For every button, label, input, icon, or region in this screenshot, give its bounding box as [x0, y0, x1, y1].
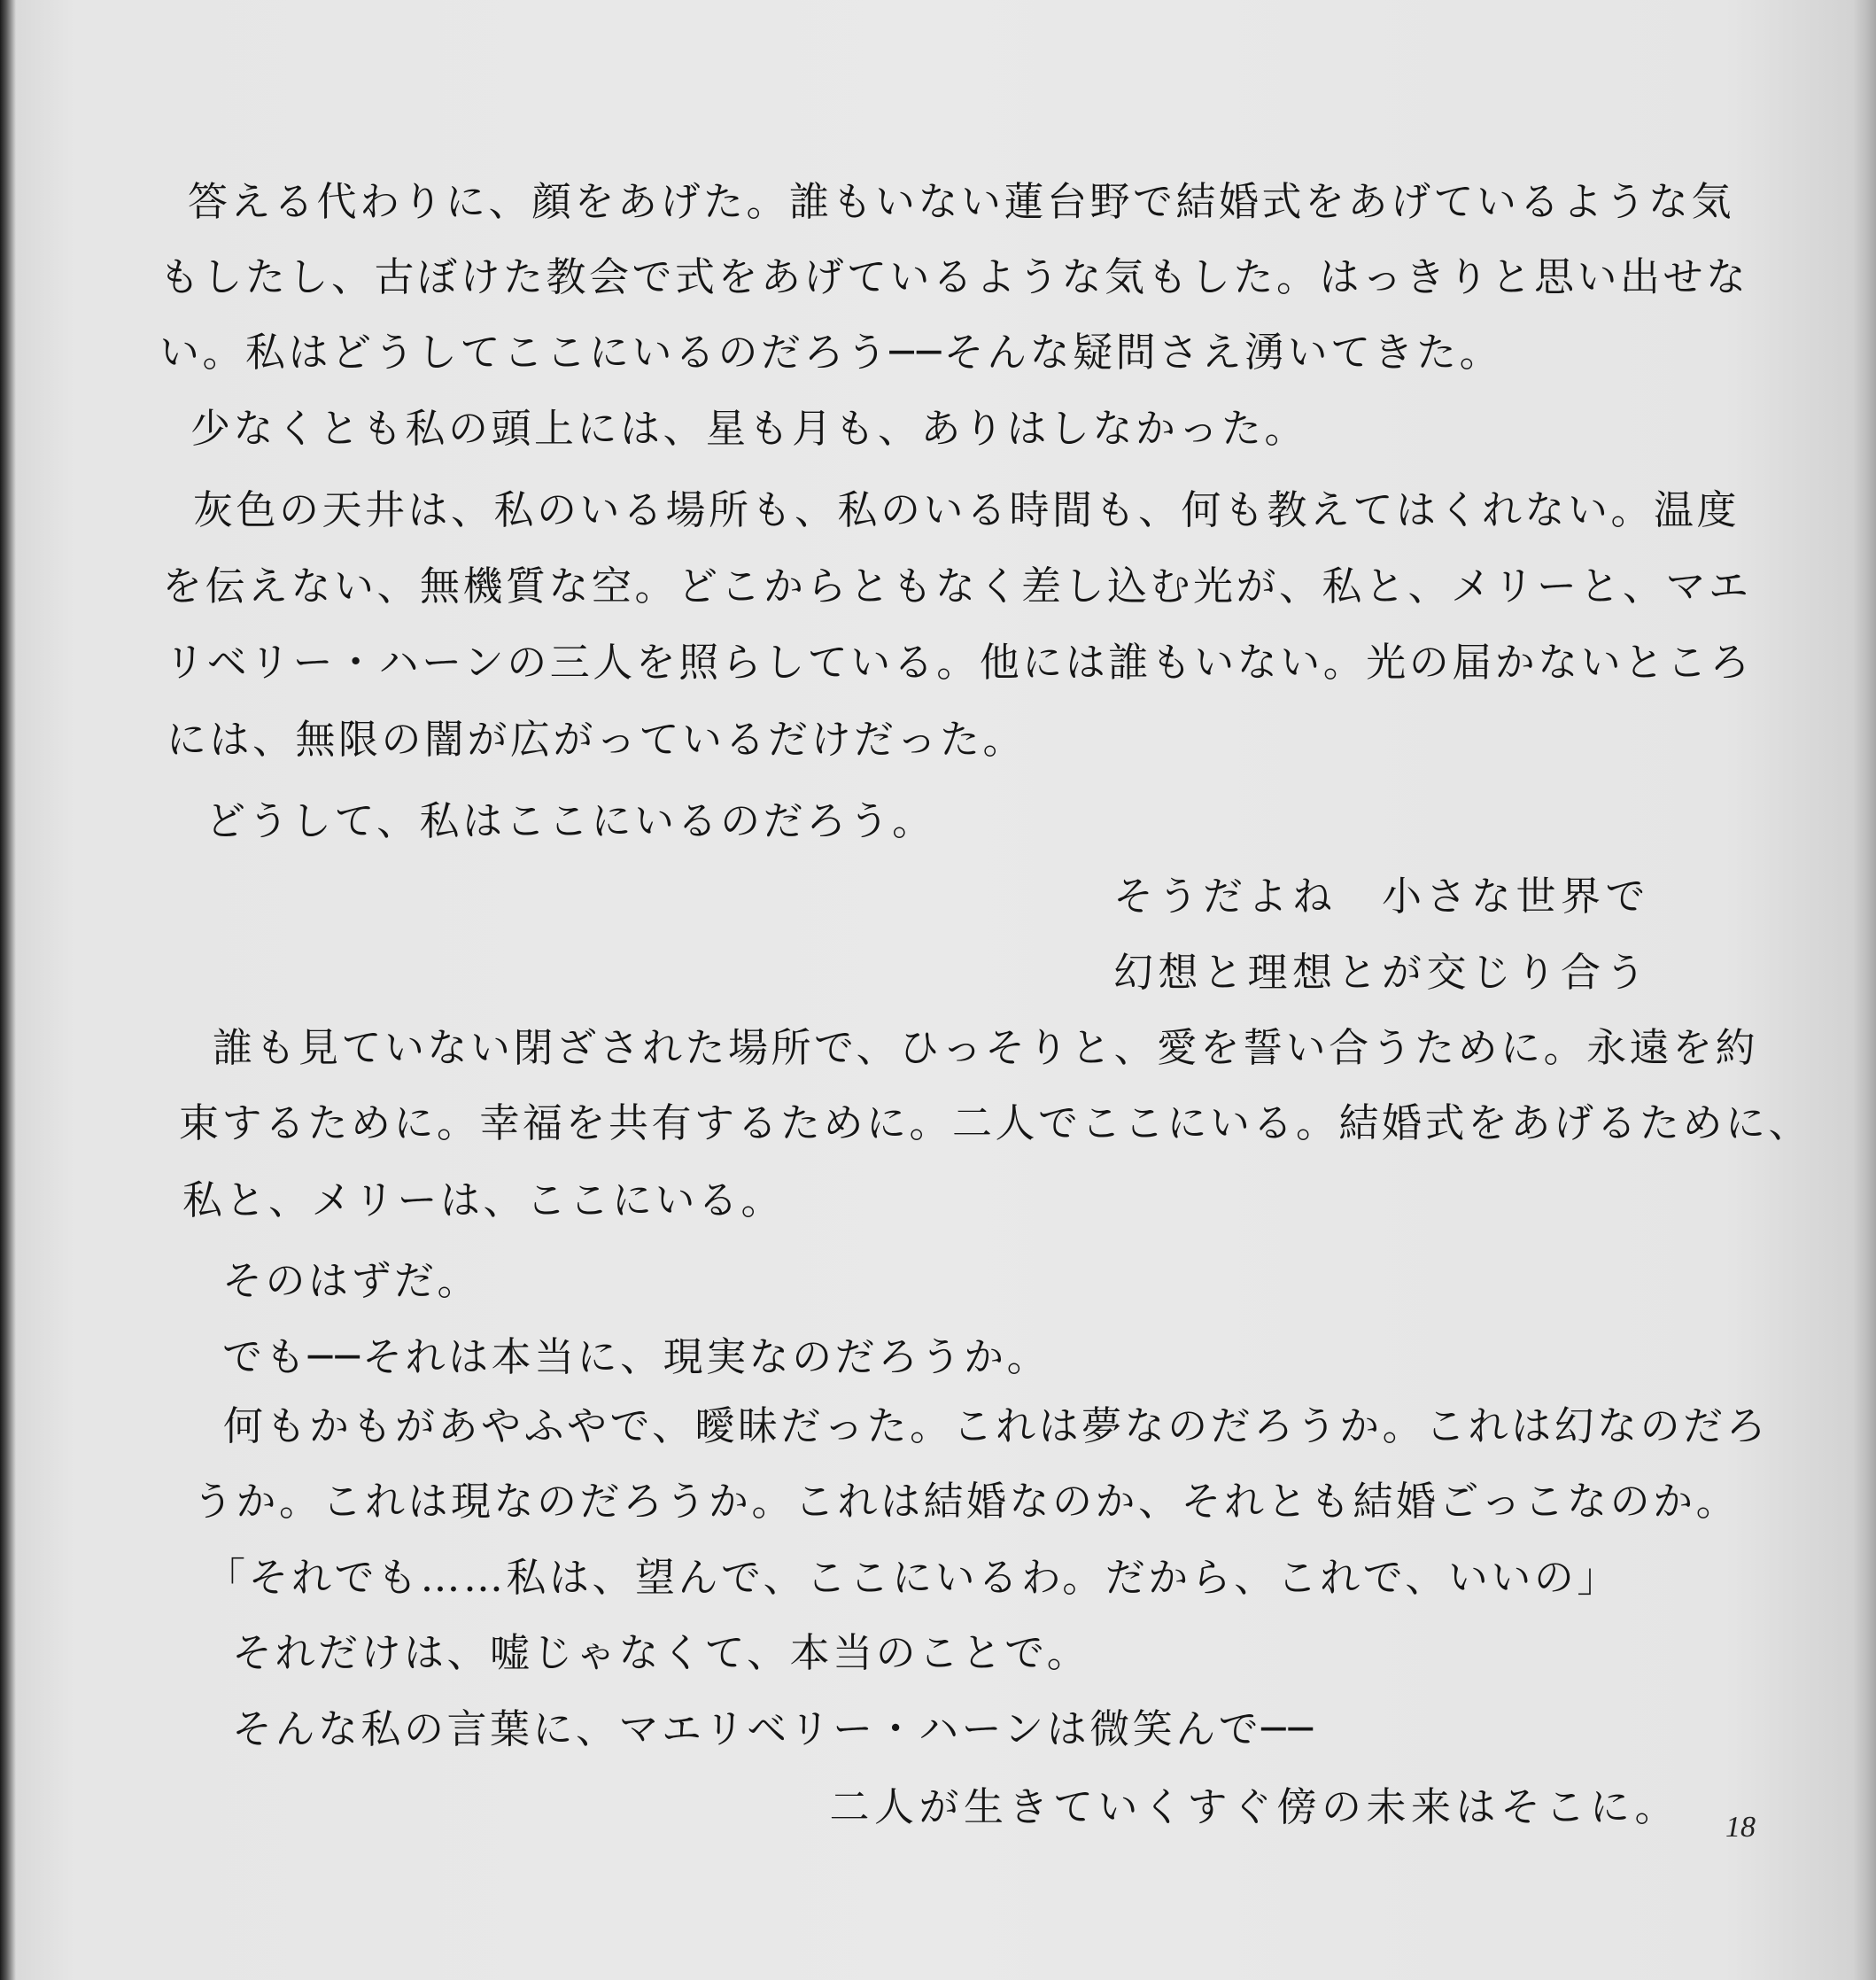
body-line-3: い。私はどうしてここにいるのだろう──そんな疑問さえ湧いてきた。 — [159, 329, 1503, 376]
body-line-10: 誰も見ていない閉ざされた場所で、ひっそりと、愛を誓い合うために。永遠を約 — [213, 1024, 1759, 1071]
body-line-4: 少なくとも私の頭上には、星も月も、ありはしなかった。 — [190, 405, 1308, 452]
lyric-line-1: そうだよね 小さな世界で — [1112, 873, 1650, 920]
body-line-7: リベリー・ハーンの三人を照らしている。他には誰もいない。光の届かないところ — [165, 639, 1753, 686]
body-line-18: それだけは、嘘じゃなくて、本当のことで。 — [232, 1629, 1090, 1676]
body-line-14: でも──それは本当に、現実なのだろうか。 — [222, 1333, 1050, 1380]
body-line-9: どうして、私はここにいるのだろう。 — [205, 797, 935, 844]
body-line-17-dialogue: 「それでも……私は、望んで、ここにいるわ。だから、これで、いいの」 — [205, 1554, 1620, 1601]
body-line-8: には、無限の闇が広がっているだけだった。 — [167, 716, 1027, 763]
body-line-11: 束するために。幸福を共有するために。二人でここにいる。結婚式をあげるために、 — [179, 1099, 1812, 1146]
body-line-6: を伝えない、無機質な空。どこからともなく差し込む光が、私と、メリーと、マエ — [162, 563, 1752, 610]
body-line-5: 灰色の天井は、私のいる場所も、私のいる時間も、何も教えてはくれない。温度 — [193, 486, 1740, 533]
body-line-2: もしたし、古ぼけた教会で式をあげているような気もした。はっきりと思い出せな — [159, 253, 1749, 300]
body-line-16: うか。これは現なのだろうか。これは結婚なのか、それとも結婚ごっこなのか。 — [193, 1478, 1740, 1525]
lyric-line-2: 幻想と理想とが交じり合う — [1112, 949, 1650, 996]
body-line-13: そのはずだ。 — [222, 1257, 481, 1304]
book-spine-shadow — [0, 0, 16, 1980]
body-line-12: 私と、メリーは、ここにいる。 — [182, 1176, 785, 1223]
body-line-1: 答える代わりに、顔をあげた。誰もいない蓮台野で結婚式をあげているような気 — [188, 178, 1735, 225]
page-edge-shadow — [1853, 0, 1876, 1980]
lyric-line-3: 二人が生きていくすぐ傍の未来はそこに。 — [829, 1783, 1679, 1830]
page-number: 18 — [1725, 1811, 1756, 1844]
body-line-19: そんな私の言葉に、マエリベリー・ハーンは微笑んで── — [232, 1705, 1316, 1752]
body-line-15: 何もかもがあやふやで、曖昧だった。これは夢なのだろうか。これは幻なのだろ — [223, 1402, 1770, 1449]
